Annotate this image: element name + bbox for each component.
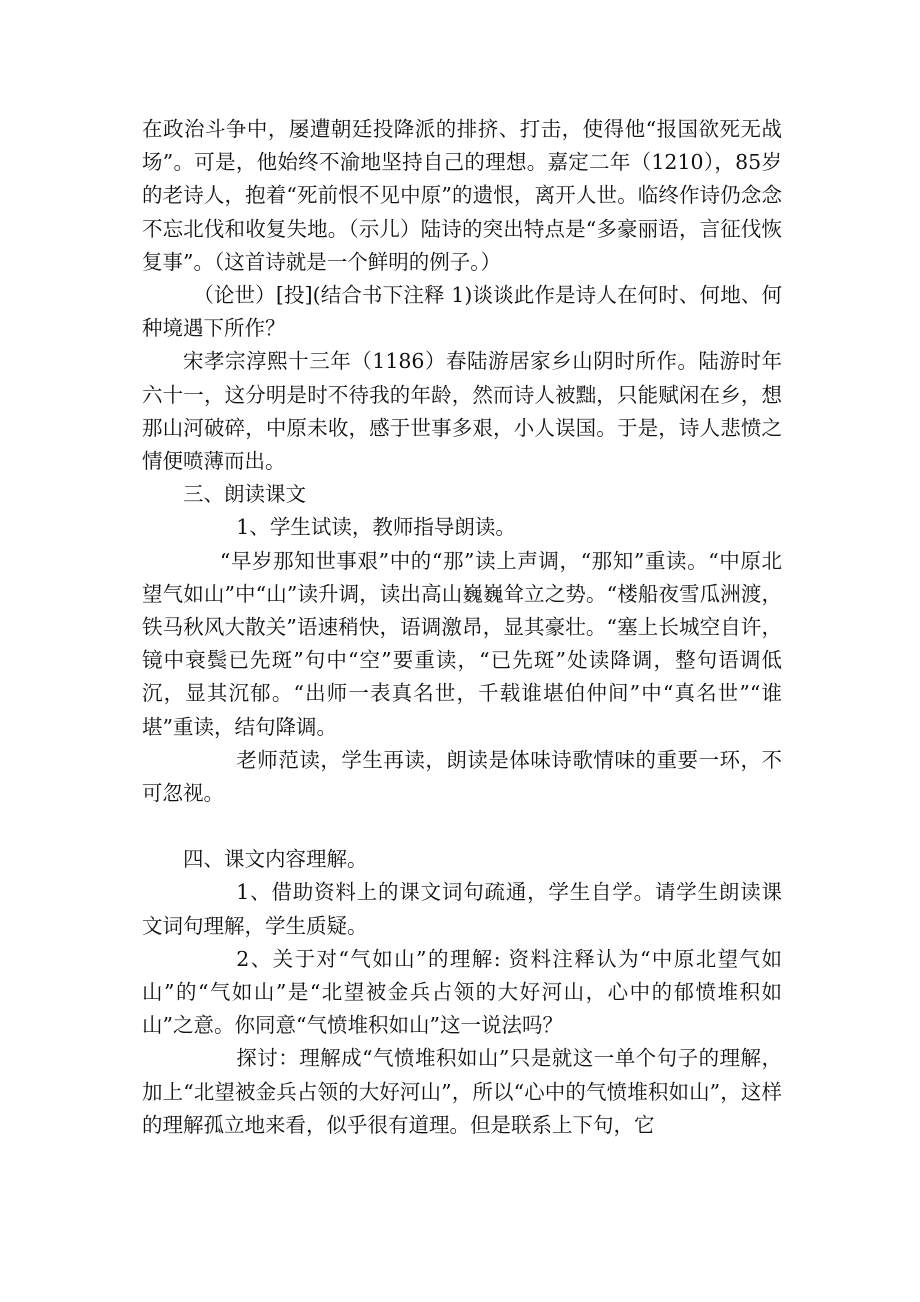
section-heading-reading: 三、朗读课文 <box>183 482 306 507</box>
paragraph-question-context: （论世）[投](结合书下注释 1)谈谈此作是诗人在何时、何地、何种境遇下所作？ <box>142 283 782 341</box>
paragraph-model-reading: 老师范读，学生再读，朗读是体味诗歌情味的重要一环，不可忽视。 <box>142 747 782 806</box>
paragraph-discussion: 探讨：理解成“气愤堆积如山”只是就这一单个句子的理解，加上“北望被金兵占领的大好河山”，所以“心中的气愤堆积如山”，这样的理解孤立地来看，似乎很有道理。但是联系上下句，它 <box>142 1046 782 1137</box>
paragraph-qi-ru-shan-question: 2、关于对“气如山”的理解: 资料注释认为“中原北望气如山”的“气如山”是“北望被金兵占领的大好河山，心中的郁愤堆积如山”之意。你同意“气愤堆积如山”这一说法吗？ <box>142 946 782 1038</box>
blank-line <box>142 810 782 843</box>
document-body <box>142 113 782 1142</box>
paragraph-answer-context: 宋孝宗淳熙十三年（1186）春陆游居家乡山阴时所作。陆游时年六十一，这分明是时不待我的年龄，然而诗人被黜，只能赋闲在乡，想那山河破碎，中原未收，感于世事多艰，小人误国。于是，诗人悲愤之情便喷薄而出。 <box>142 349 782 474</box>
paragraph-reading-guidance: “早岁那知世事艰”中的“那”读上声调，“那知”重读。“中原北望气如山”中“山”读升调，读出高山巍巍耸立之势。“楼船夜雪瓜洲渡，铁马秋风大散关”语速稍快，语调激昂，显其豪壮。“塞上长城空自许，镜中衰鬓已先斑”句中“空”要重读，“已先斑”处读降调，整句语调低沉，显其沉郁。“出师一表真名世，千载谁堪伯仲间”中“真名世”“谁堪”重读，结句降调。 <box>142 548 782 739</box>
paragraph-trial-reading: 1、学生试读，教师指导朗读。 <box>236 515 516 540</box>
paragraph-lu-you-background: 在政治斗争中，屡遭朝廷投降派的排挤、打击，使得他“报国欲死无战场”。可是，他始终不渝地坚持自己的理想。嘉定二年（1210），85岁的老诗人，抱着“死前恨不见中原”的遗恨，离开人世。临终作诗仍念念不忘北伐和收复失地。（示儿）陆诗的突出特点是“多豪丽语，言征伐恢复事”。（这首诗就是一个鲜明的例子。） <box>142 117 782 274</box>
paragraph-self-study: 1、借助资料上的课文词句疏通，学生自学。请学生朗读课文词句理解，学生质疑。 <box>142 880 782 938</box>
section-heading-understanding: 四、课文内容理解。 <box>183 847 368 872</box>
